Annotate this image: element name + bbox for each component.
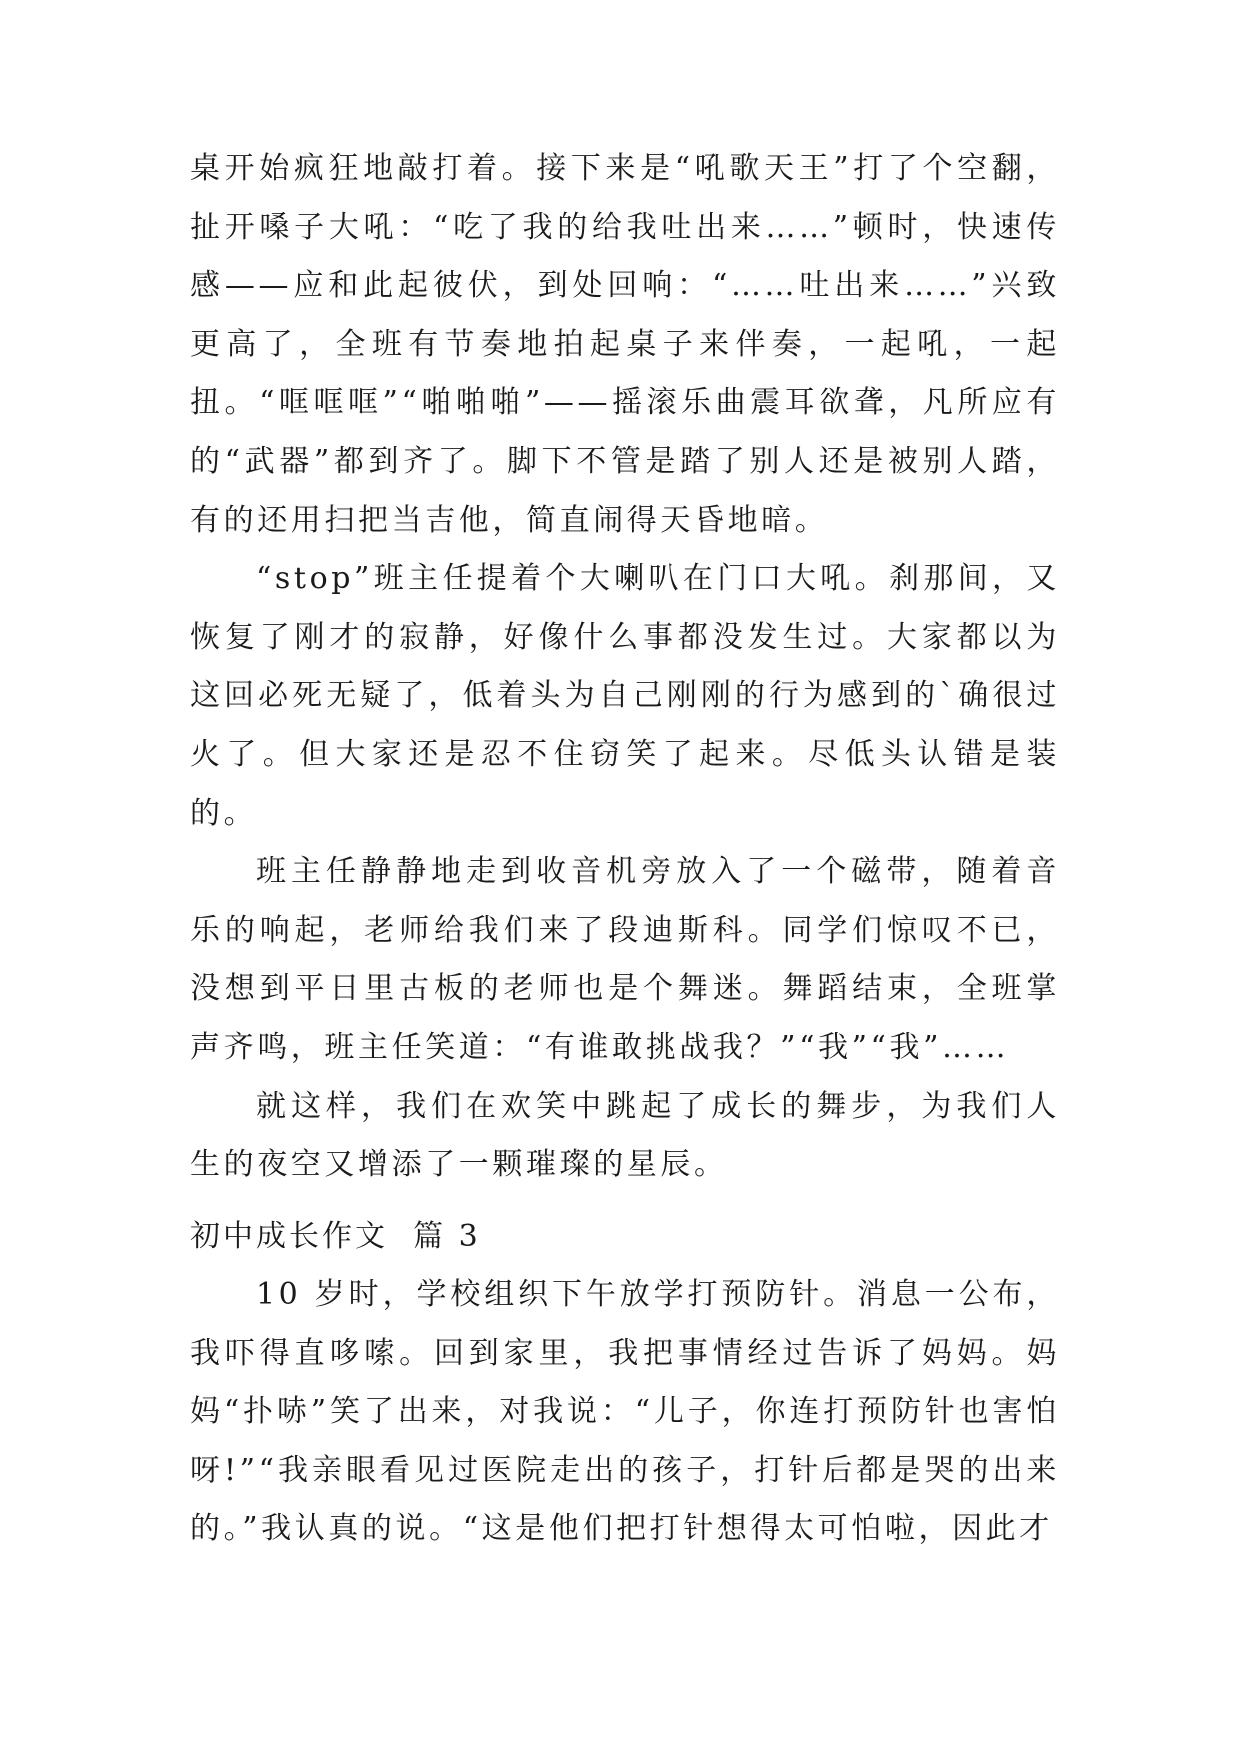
paragraph-2: “stop”班主任提着个大喇叭在门口大吼。刹那间，又恢复了刚才的寂静，好像什么事都没发生过。大家都以为这回必死无疑了，低着头为自己刚刚的行为感到的`确很过火了。但大家还是忍不住窃笑了起来。尽低头认错是装的。	[190, 561, 1060, 831]
paragraph-3: 班主任静静地走到收音机旁放入了一个磁带，随着音乐的响起，老师给我们来了段迪斯科。同学们惊叹不已，没想到平日里古板的老师也是个舞迷。舞蹈结束，全班掌声齐鸣，班主任笑道：“有谁敢挑战我？”“我”“我”……	[190, 854, 1060, 1065]
section-1-body	[190, 140, 1060, 1195]
section-heading: 初中成长作文 篇 3	[190, 1219, 481, 1254]
paragraph-5: 10 岁时，学校组织下午放学打预防针。消息一公布，我吓得直哆嗦。回到家里，我把事情经过告诉了妈妈。妈妈“扑哧”笑了出来，对我说：“儿子，你连打预防针也害怕呀!”“我亲眼看见过医院走出的孩子，打针后都是哭的出来的。”我认真的说。“这是他们把打针想得太可怕啦，因此才	[190, 1277, 1060, 1547]
paragraph-1: 桌开始疯狂地敲打着。接下来是“吼歌天王”打了个空翻，扯开嗓子大吼：“吃了我的给我吐出来……”顿时，快速传感——应和此起彼伏，到处回响：“……吐出来……”兴致更高了，全班有节奏地拍起桌子来伴奏，一起吼，一起扭。“哐哐哐”“啪啪啪”——摇滚乐曲震耳欲聋，凡所应有的“武器”都到齐了。脚下不管是踏了别人还是被别人踏，有的还用扫把当吉他，简直闹得天昏地暗。	[190, 151, 1060, 538]
section-2-body	[190, 1266, 1060, 1559]
paragraph-4: 就这样，我们在欢笑中跳起了成长的舞步，为我们人生的夜空又增添了一颗璀璨的星辰。	[190, 1088, 1060, 1183]
